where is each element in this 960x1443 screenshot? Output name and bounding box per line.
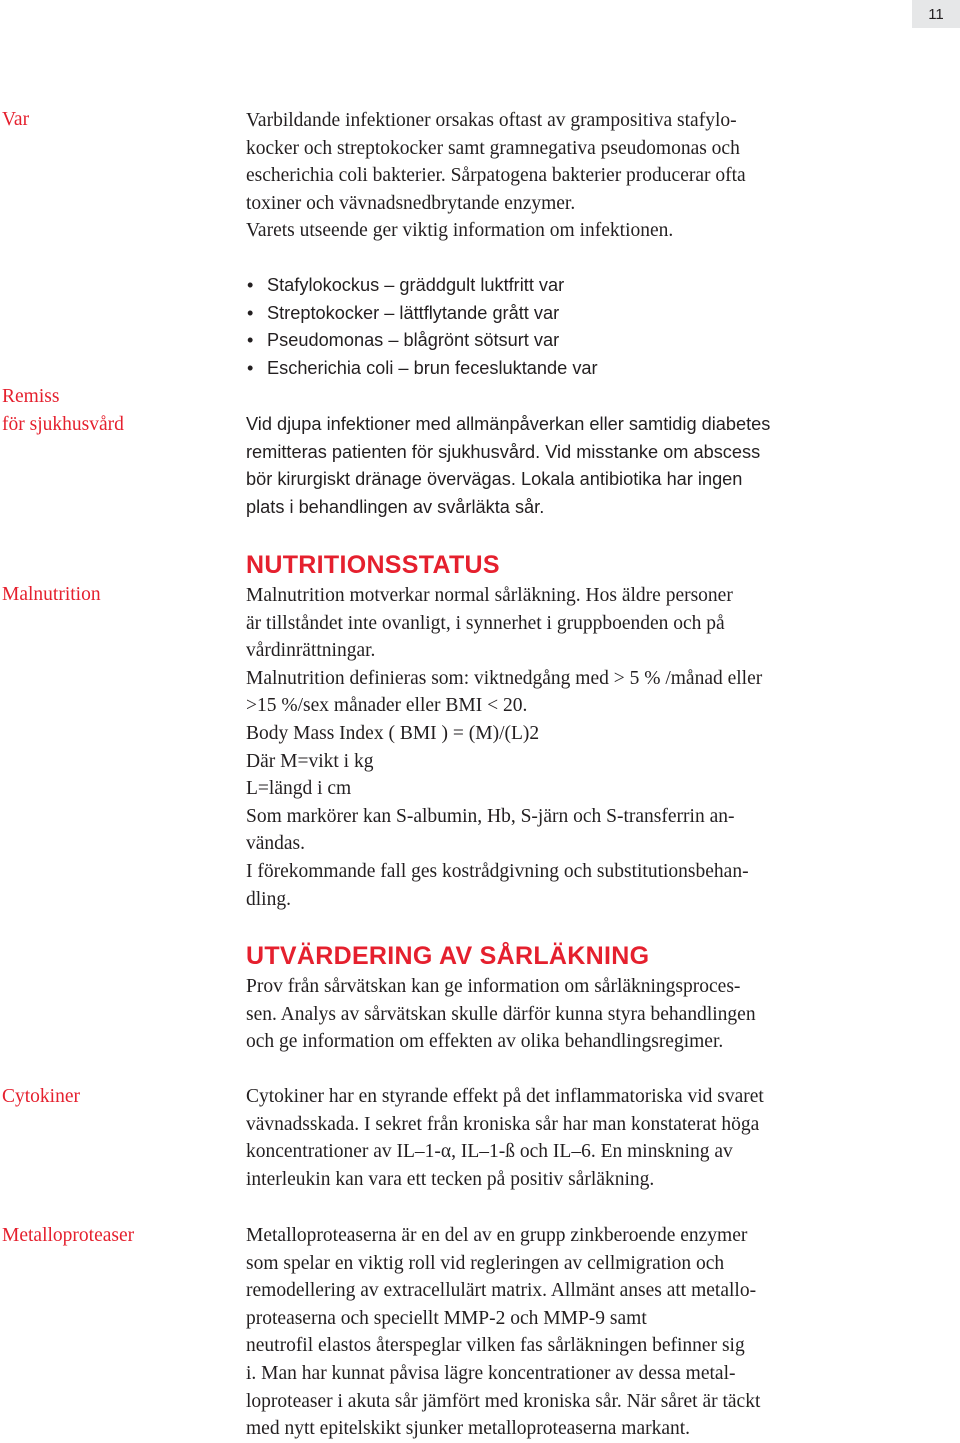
text-line: >15 %/sex månader eller BMI < 20. (246, 695, 528, 717)
text-line: Malnutrition motverkar normal sårläkning. Hos äldre personer (246, 585, 733, 606)
text-line: remodellering av extracellulärt matrix. Allmänt anses att metallo- (246, 1280, 757, 1302)
side-label-line: för sjukhusvård (2, 414, 124, 435)
list-item (246, 272, 886, 300)
list-item-text: Streptokocker – lättflytande grått var (267, 302, 560, 323)
text-line: interleukin kan vara ett tecken på positiv sårläkning. (246, 1168, 655, 1190)
remiss-paragraph (246, 411, 886, 521)
page-number-tab (912, 0, 960, 28)
text-line: Där M=vikt i kg (246, 750, 374, 772)
text-line: vårdinrättningar. (246, 640, 376, 662)
text-line: Vid djupa infektioner med allmänpåverkan eller samtidig diabetes (246, 414, 771, 434)
text-line: Malnutrition definieras som: viktnedgång med > 5 % /månad eller (246, 667, 763, 689)
side-label-metalloproteaser: Metalloproteaser (2, 1225, 135, 1246)
text-line: proteaserna och speciellt MMP-2 och MMP-9 samt (246, 1307, 647, 1329)
text-line: Prov från sårvätskan kan ge information om sårläkningsproces- (246, 976, 741, 997)
text-line: vävnadsskada. I sekret från kroniska sår har man konstaterat höga (246, 1113, 760, 1135)
metalloproteaser-paragraph (246, 1222, 886, 1443)
text-line: bör kirurgiskt dränage övervägas. Lokala antibiotika har ingen (246, 469, 743, 490)
list-item (246, 300, 886, 328)
bullet-icon: • (247, 275, 254, 295)
utvardering-paragraph (246, 973, 886, 1056)
nutrition-paragraph (246, 582, 886, 913)
bullet-icon: • (247, 357, 254, 378)
text-line: Metalloproteaserna är en del av en grupp zinkberoende enzymer (246, 1225, 748, 1246)
section-heading-utvardering: UTVÄRDERING AV SÅRLÄKNING (246, 942, 650, 970)
text-line: Varbildande infektioner orsakas oftast av grampositiva stafylo- (246, 110, 737, 131)
text-line: escherichia coli bakterier. Sårpatogena bakterier producerar ofta (246, 165, 746, 187)
text-line: dling. (246, 888, 291, 910)
text-line: sen. Analys av sårvätskan skulle därför kunna styra behandlingen (246, 1003, 756, 1025)
list-item (246, 355, 886, 383)
text-line: kocker och streptokocker samt gramnegativa pseudomonas och (246, 137, 740, 159)
var-bullet-list (246, 272, 886, 382)
list-item-text: Escherichia coli – brun fecesluktande var (267, 357, 598, 378)
list-item (246, 327, 886, 355)
text-line: i. Man har kunnat påvisa lägre koncentrationer av dessa metal- (246, 1362, 736, 1384)
text-line: Body Mass Index ( BMI ) = (M)/(L)2 (246, 722, 540, 744)
text-line: I förekommande fall ges kostrådgivning och substitutionsbehan- (246, 860, 749, 882)
side-label-malnutrition: Malnutrition (2, 584, 101, 605)
text-line: Som markörer kan S-albumin, Hb, S-järn och S-transferrin an- (246, 805, 735, 827)
text-line: toxiner och vävnadsnedbrytande enzymer. (246, 192, 576, 214)
text-line: som spelar en viktig roll vid regleringen av cellmigration och (246, 1252, 725, 1274)
text-line: koncentrationer av IL–1-α, IL–1-ß och IL–6. En minskning av (246, 1141, 733, 1163)
text-line: vändas. (246, 833, 306, 855)
text-line: Varets utseende ger viktig information om infektionen. (246, 220, 674, 242)
text-line: och ge information om effekten av olika behandlingsregimer. (246, 1031, 724, 1053)
list-item-text: Pseudomonas – blågrönt sötsurt var (267, 330, 560, 351)
text-line: med nytt epitelskikt sjunker metalloproteaserna markant. (246, 1418, 691, 1440)
text-line: L=längd i cm (246, 778, 352, 800)
list-item-text: Stafylokockus – gräddgult luktfritt var (267, 275, 565, 295)
side-label-var: Var (2, 109, 30, 130)
bullet-icon: • (247, 330, 254, 351)
section-heading-nutrition: NUTRITIONSSTATUS (246, 551, 500, 579)
text-line: loproteaser i akuta sår jämfört med kroniska sår. När såret är täckt (246, 1390, 761, 1412)
var-paragraph (246, 107, 886, 245)
text-line: remitteras patienten för sjukhusvård. Vid misstanke om abscess (246, 441, 761, 462)
text-line: neutrofil elastos återspeglar vilken fas sårläkningen befinner sig (246, 1335, 745, 1357)
cytokiner-paragraph (246, 1083, 886, 1193)
bullet-icon: • (247, 302, 254, 323)
text-line: Cytokiner har en styrande effekt på det inflammatoriska vid svaret (246, 1086, 764, 1107)
side-label-cytokiner: Cytokiner (2, 1086, 80, 1107)
text-line: plats i behandlingen av svårläkta sår. (246, 496, 545, 517)
text-line: är tillståndet inte ovanligt, i synnerhet i gruppboenden och på (246, 612, 725, 634)
page-number: 11 (928, 5, 944, 23)
side-label-remiss (2, 383, 124, 439)
side-label-line: Remiss (2, 386, 60, 407)
